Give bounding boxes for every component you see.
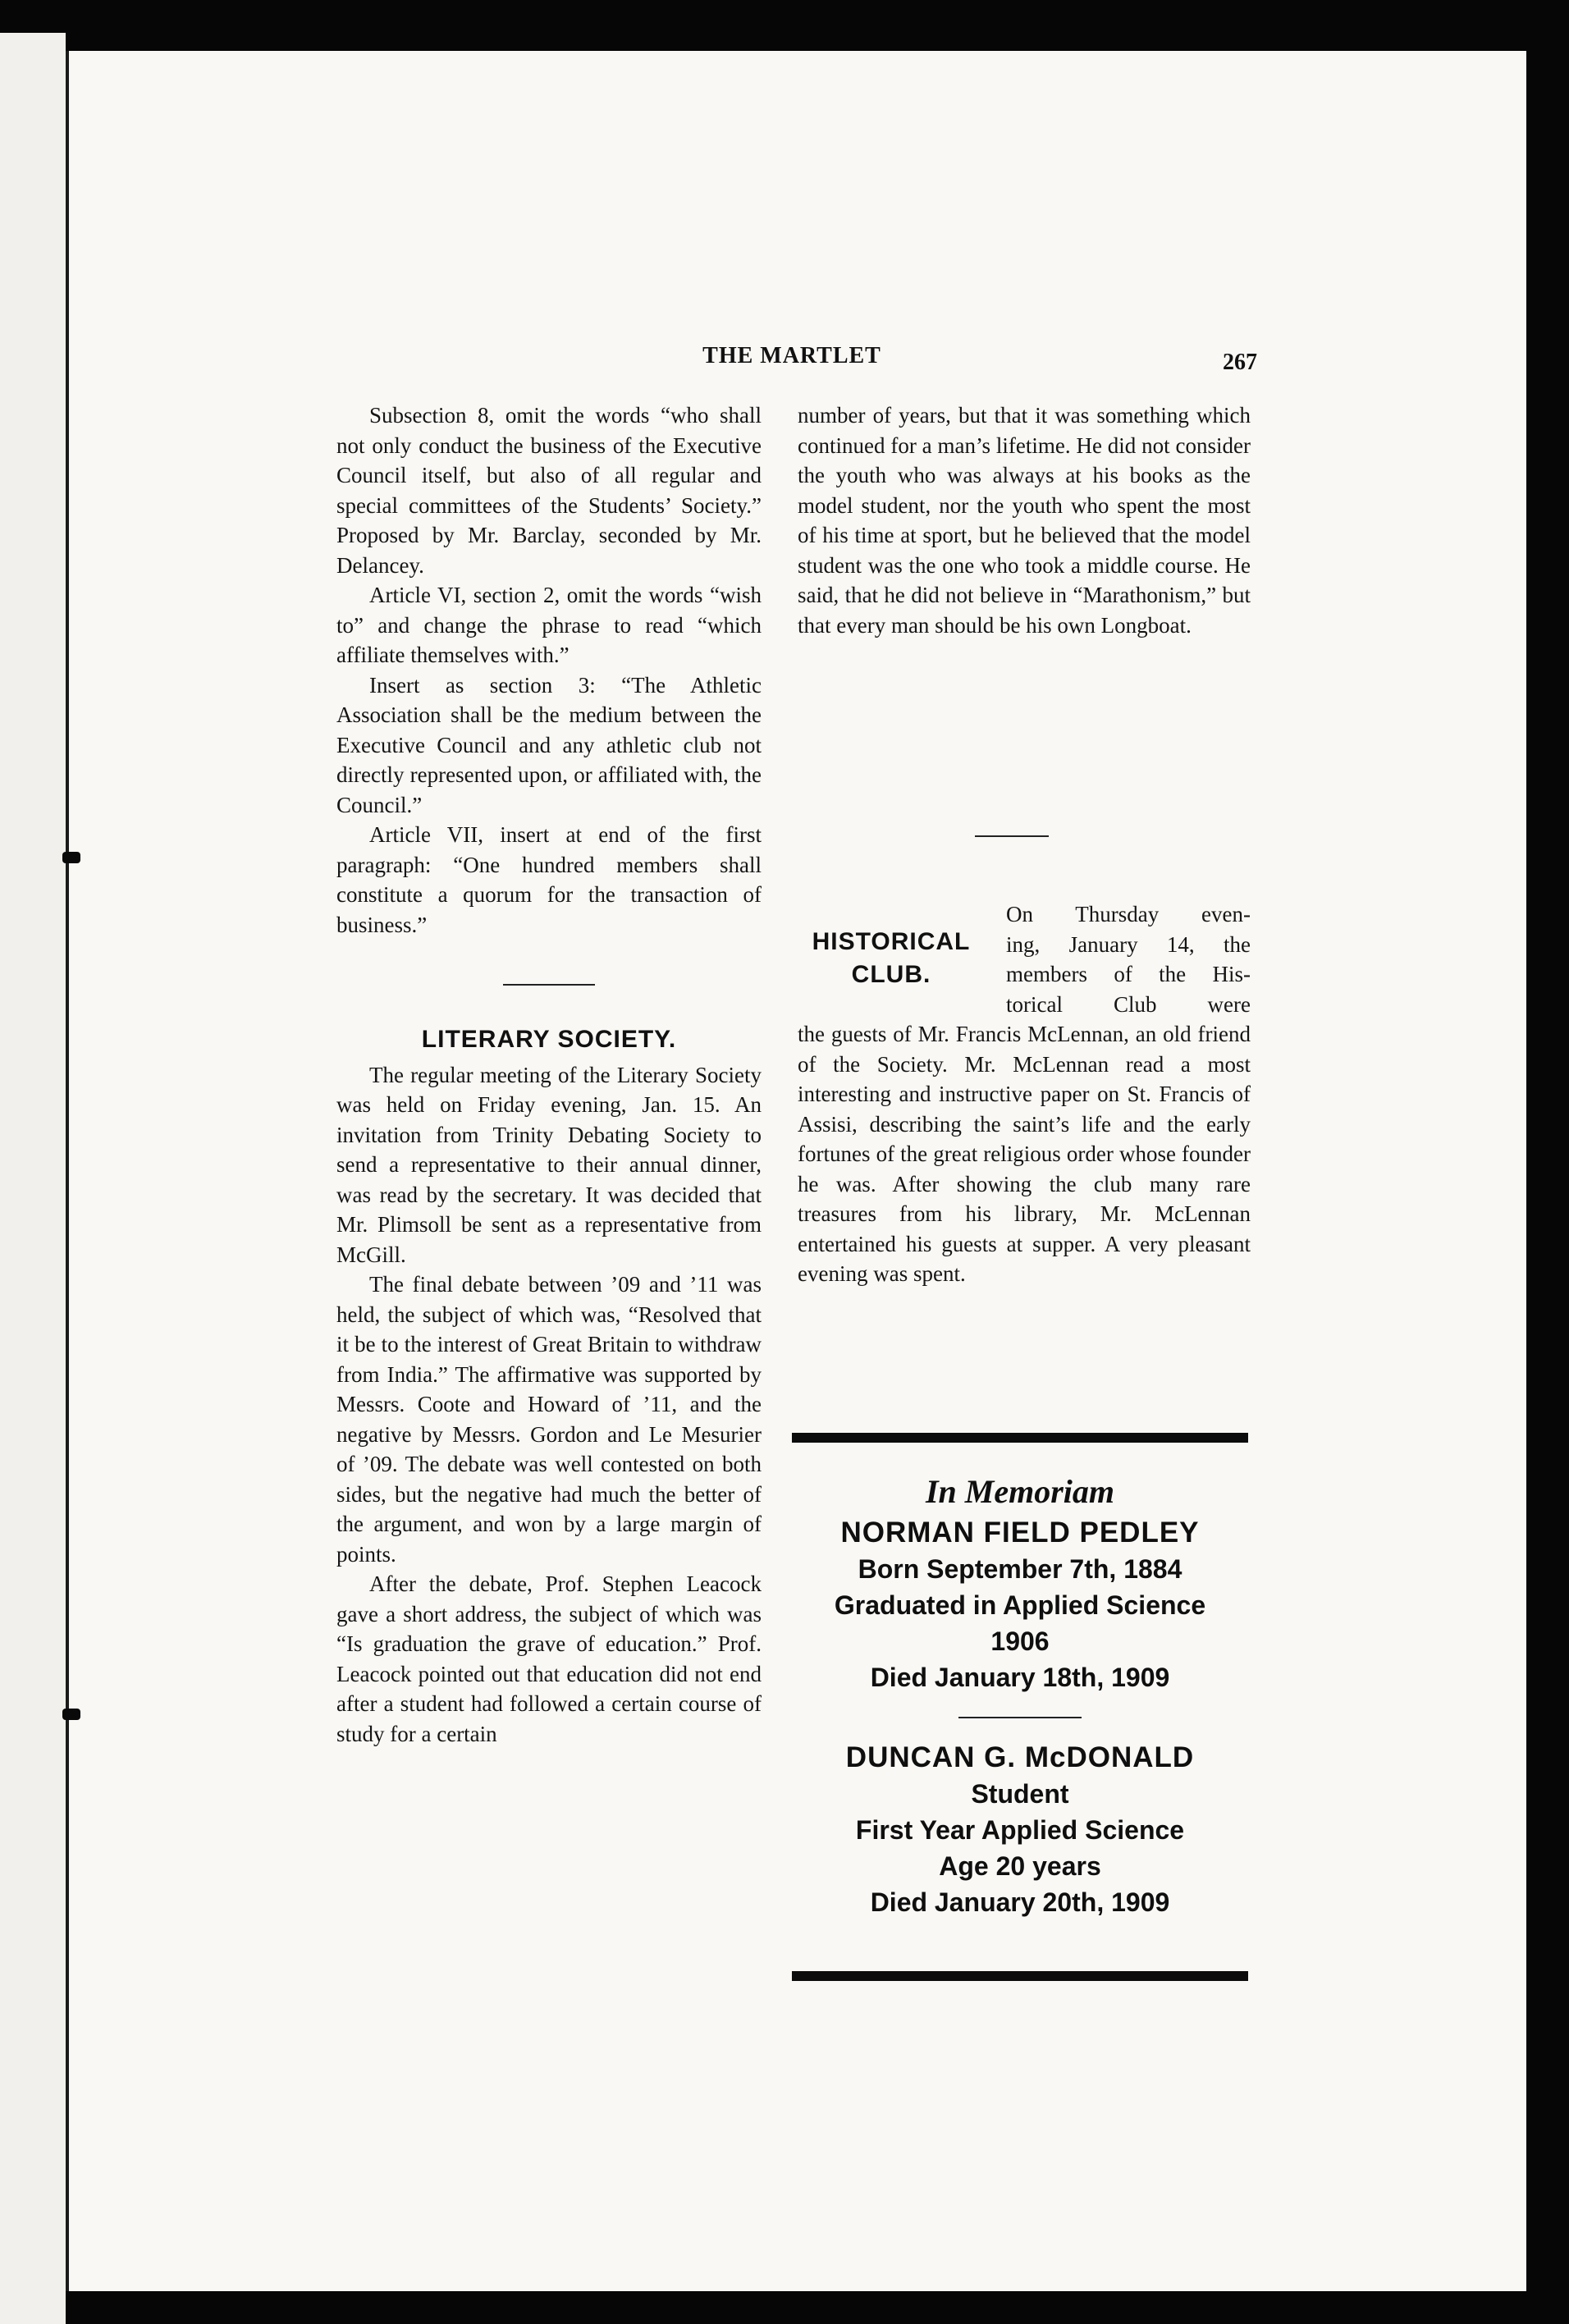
previous-page-edge — [0, 33, 66, 2324]
historical-club-body — [798, 1019, 1251, 1289]
memoriam-line: Student — [971, 1779, 1069, 1809]
historical-side-line: torical Club were — [1006, 991, 1251, 1017]
binding-clip — [62, 852, 80, 863]
memoriam-name: NORMAN FIELD PEDLEY — [840, 1517, 1200, 1549]
constitution-paragraph: Article VI, section 2, omit the words “wish to” and change the phrase to read “which affiliate themselves with.” — [336, 583, 762, 667]
section-divider — [503, 984, 595, 986]
right-column-continuation — [798, 400, 1251, 640]
historical-paragraph: the guests of Mr. Francis McLennan, an old friend of the Society. Mr. McLennan read a most interesting and instructive paper on St. Francis of Assisi, describing the saint’s life and the early fortunes of the great religious order whose founder he was. After showing the club many rare treasures from his library, Mr. McLennan entertained his guests at supper. A very pleasant evening was spent. — [798, 1022, 1251, 1286]
literary-society-heading: LITERARY SOCIETY. — [421, 1026, 677, 1053]
page-number: 267 — [1223, 350, 1257, 375]
binding-clip — [62, 1709, 80, 1720]
memoriam-title: In Memoriam — [925, 1473, 1115, 1510]
memoriam-top-bar — [792, 1433, 1248, 1443]
historical-club-heading: HISTORICAL CLUB. — [812, 928, 971, 988]
page-binding-edge — [66, 51, 69, 2291]
left-column — [336, 400, 762, 1749]
historical-side-line: ing, January 14, the — [1006, 931, 1251, 957]
literary-paragraph: The final debate between ’09 and ’11 was held, the subject of which was, “Resolved that it be to the interest of Great Britain to withdraw from India.” The affirmative was supported by Messrs. Coote and Howard of ’11, and the negative by Messrs. Gordon and Le Mesurier of ’09. The debate was well contested on both sides, but the negative had much the better of the argument, and won by a large margin of points. — [336, 1272, 762, 1567]
memoriam-line: Born September 7th, 1884 — [858, 1554, 1182, 1584]
memoriam-line: First Year Applied Science — [855, 1815, 1185, 1845]
memoriam-name: DUNCAN G. McDONALD — [845, 1741, 1195, 1773]
memoriam-bottom-bar — [792, 1971, 1248, 1981]
historical-club-side-lines — [1006, 899, 1251, 1019]
memoriam-line: 1906 — [990, 1626, 1050, 1656]
memoriam-block — [792, 1469, 1248, 1920]
memoriam-line: Age 20 years — [939, 1851, 1101, 1881]
constitution-paragraph: Insert as section 3: “The Athletic Association shall be the medium between the Executive Council and any athletic club not directly represented upon, or affiliated with, the Council.” — [336, 672, 762, 817]
running-header-title: THE MARTLET — [702, 343, 881, 368]
historical-side-line: members of the His- — [1006, 962, 1251, 986]
literary-paragraph: After the debate, Prof. Stephen Leacock gave a short address, the subject of which was “Is graduation the grave of education.” Prof. Leacock pointed out that education did not end after a student had followed a certain course of study for a certain — [336, 1571, 762, 1746]
page — [66, 51, 1526, 2291]
memoriam-line: Graduated in Applied Science — [834, 1590, 1206, 1620]
constitution-paragraph: Subsection 8, omit the words “who shall not only conduct the business of the Executive Council itself, but also of all regular and special committees of the Students’ Society.” Proposed by Mr. Barclay, seconded by Mr. Delancey. — [336, 403, 762, 578]
memoriam-line: Died January 20th, 1909 — [870, 1887, 1170, 1917]
constitution-paragraph: Article VII, insert at end of the first paragraph: “One hundred members shall constitute a quorum for the transaction of business.” — [336, 822, 762, 937]
historical-side-line: On Thursday even- — [1006, 902, 1251, 926]
memoriam-line: Died January 18th, 1909 — [870, 1663, 1170, 1692]
memoriam-divider — [958, 1717, 1082, 1718]
continuation-paragraph: number of years, but that it was something which continued for a man’s lifetime. He did not consider the youth who was always at his books as the model student, nor the youth who spent the most of his time at sport, but he believed that the model student was the one who took a middle course. He said, that he did not believe in “Marathonism,” but that every man should be his own Longboat. — [798, 403, 1251, 638]
section-divider — [975, 835, 1049, 837]
literary-paragraph: The regular meeting of the Literary Society was held on Friday evening, Jan. 15. An invitation from Trinity Debating Society to send a representative to their annual dinner, was read by the secretary. It was decided that Mr. Plimsoll be sent as a representative from McGill. — [336, 1062, 762, 1267]
